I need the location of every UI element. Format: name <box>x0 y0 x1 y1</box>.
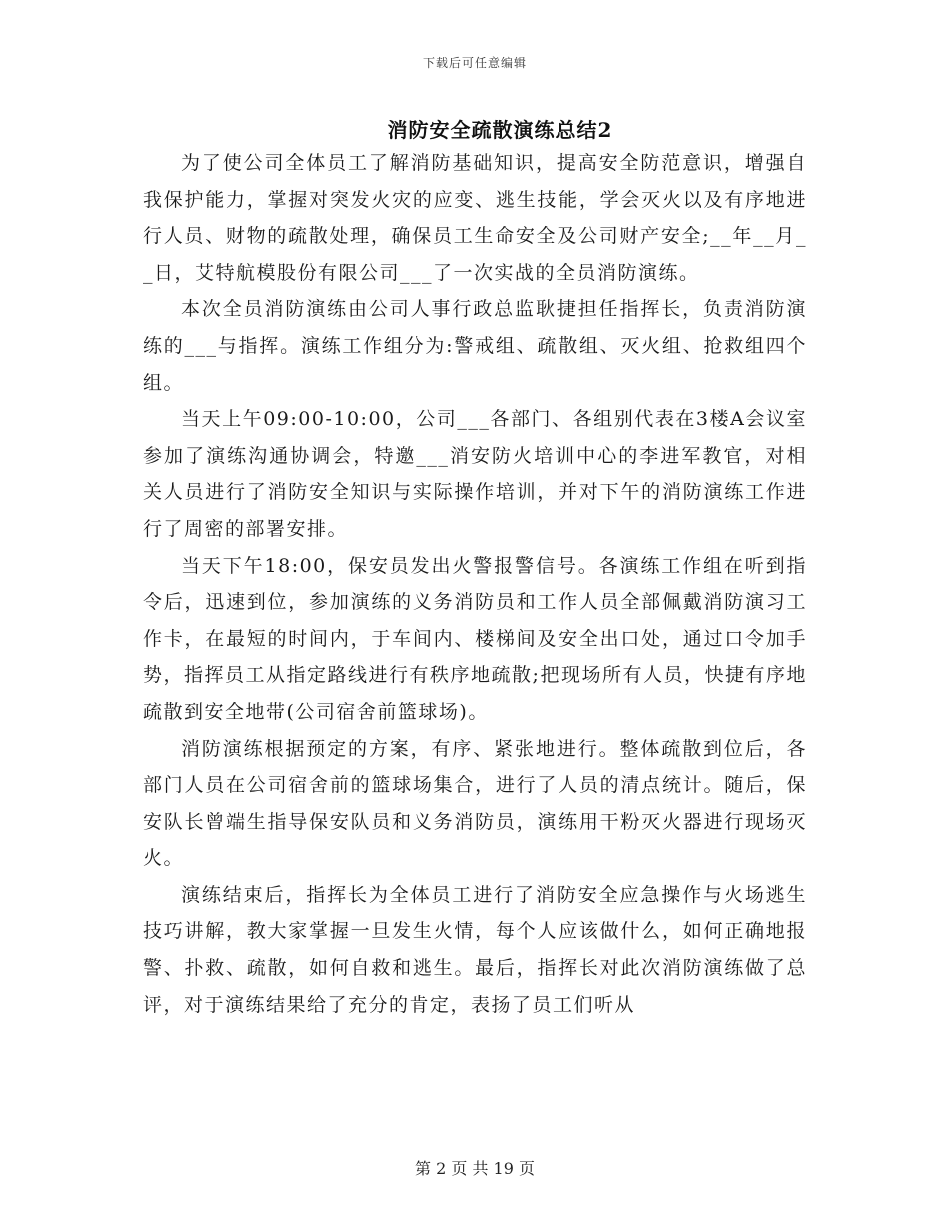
paragraph-morning-meeting: 当天上午09:00-10:00，公司___各部门、各组别代表在3楼A会议室参加了演练沟通协调会，特邀___消安防火培训中心的李进军教官，对相关人员进行了消防安全知识与实际操作培训，并对下午的消防演练工作进行了周密的部署安排。 <box>143 408 807 540</box>
paragraph-evacuation: 当天下午18:00，保安员发出火警报警信号。各演练工作组在听到指令后，迅速到位，参加演练的义务消防员和工作人员全部佩戴消防演习工作卡，在最短的时间内，于车间内、楼梯间及安全出口处，通过口令加手势，指挥员工从指定路线进行有秩序地疏散;把现场所有人员，快捷有序地疏散到安全地带(公司宿舍前篮球场)。 <box>143 554 807 723</box>
page-number: 第 2 页 共 19 页 <box>415 1159 535 1178</box>
paragraph-summary: 演练结束后，指挥长为全体员工进行了消防安全应急操作与火场逃生技巧讲解，教大家掌握一旦发生火情，每个人应该做什么，如何正确地报警、扑救、疏散，如何自救和逃生。最后，指挥长对此次消防演练做了总评，对于演练结果给了充分的肯定，表扬了员工们听从 <box>143 883 807 1016</box>
paragraph-intro: 为了使公司全体员工了解消防基础知识，提高安全防范意识，增强自我保护能力，掌握对突发火灾的应变、逃生技能，学会灭火以及有序地进行人员、财物的疏散处理，确保员工生命安全及公司财产安全;__年__月__日，艾特航模股份有限公司___了一次实战的全员消防演练。 <box>143 152 807 284</box>
document-title: 消防安全疏散演练总结2 <box>387 118 613 142</box>
paragraph-organization: 本次全员消防演练由公司人事行政总监耿捷担任指挥长，负责消防演练的___与指挥。演练工作组分为:警戒组、疏散组、灭火组、抢救组四个组。 <box>143 298 807 394</box>
paragraph-fire-fighting: 消防演练根据预定的方案，有序、紧张地进行。整体疏散到位后，各部门人员在公司宿舍前的篮球场集合，进行了人员的清点统计。随后，保安队长曾端生指导保安队员和义务消防员，演练用干粉灭火器进行现场灭火。 <box>143 737 807 870</box>
header-note: 下载后可任意编辑 <box>422 56 527 70</box>
document-body <box>143 145 807 1023</box>
